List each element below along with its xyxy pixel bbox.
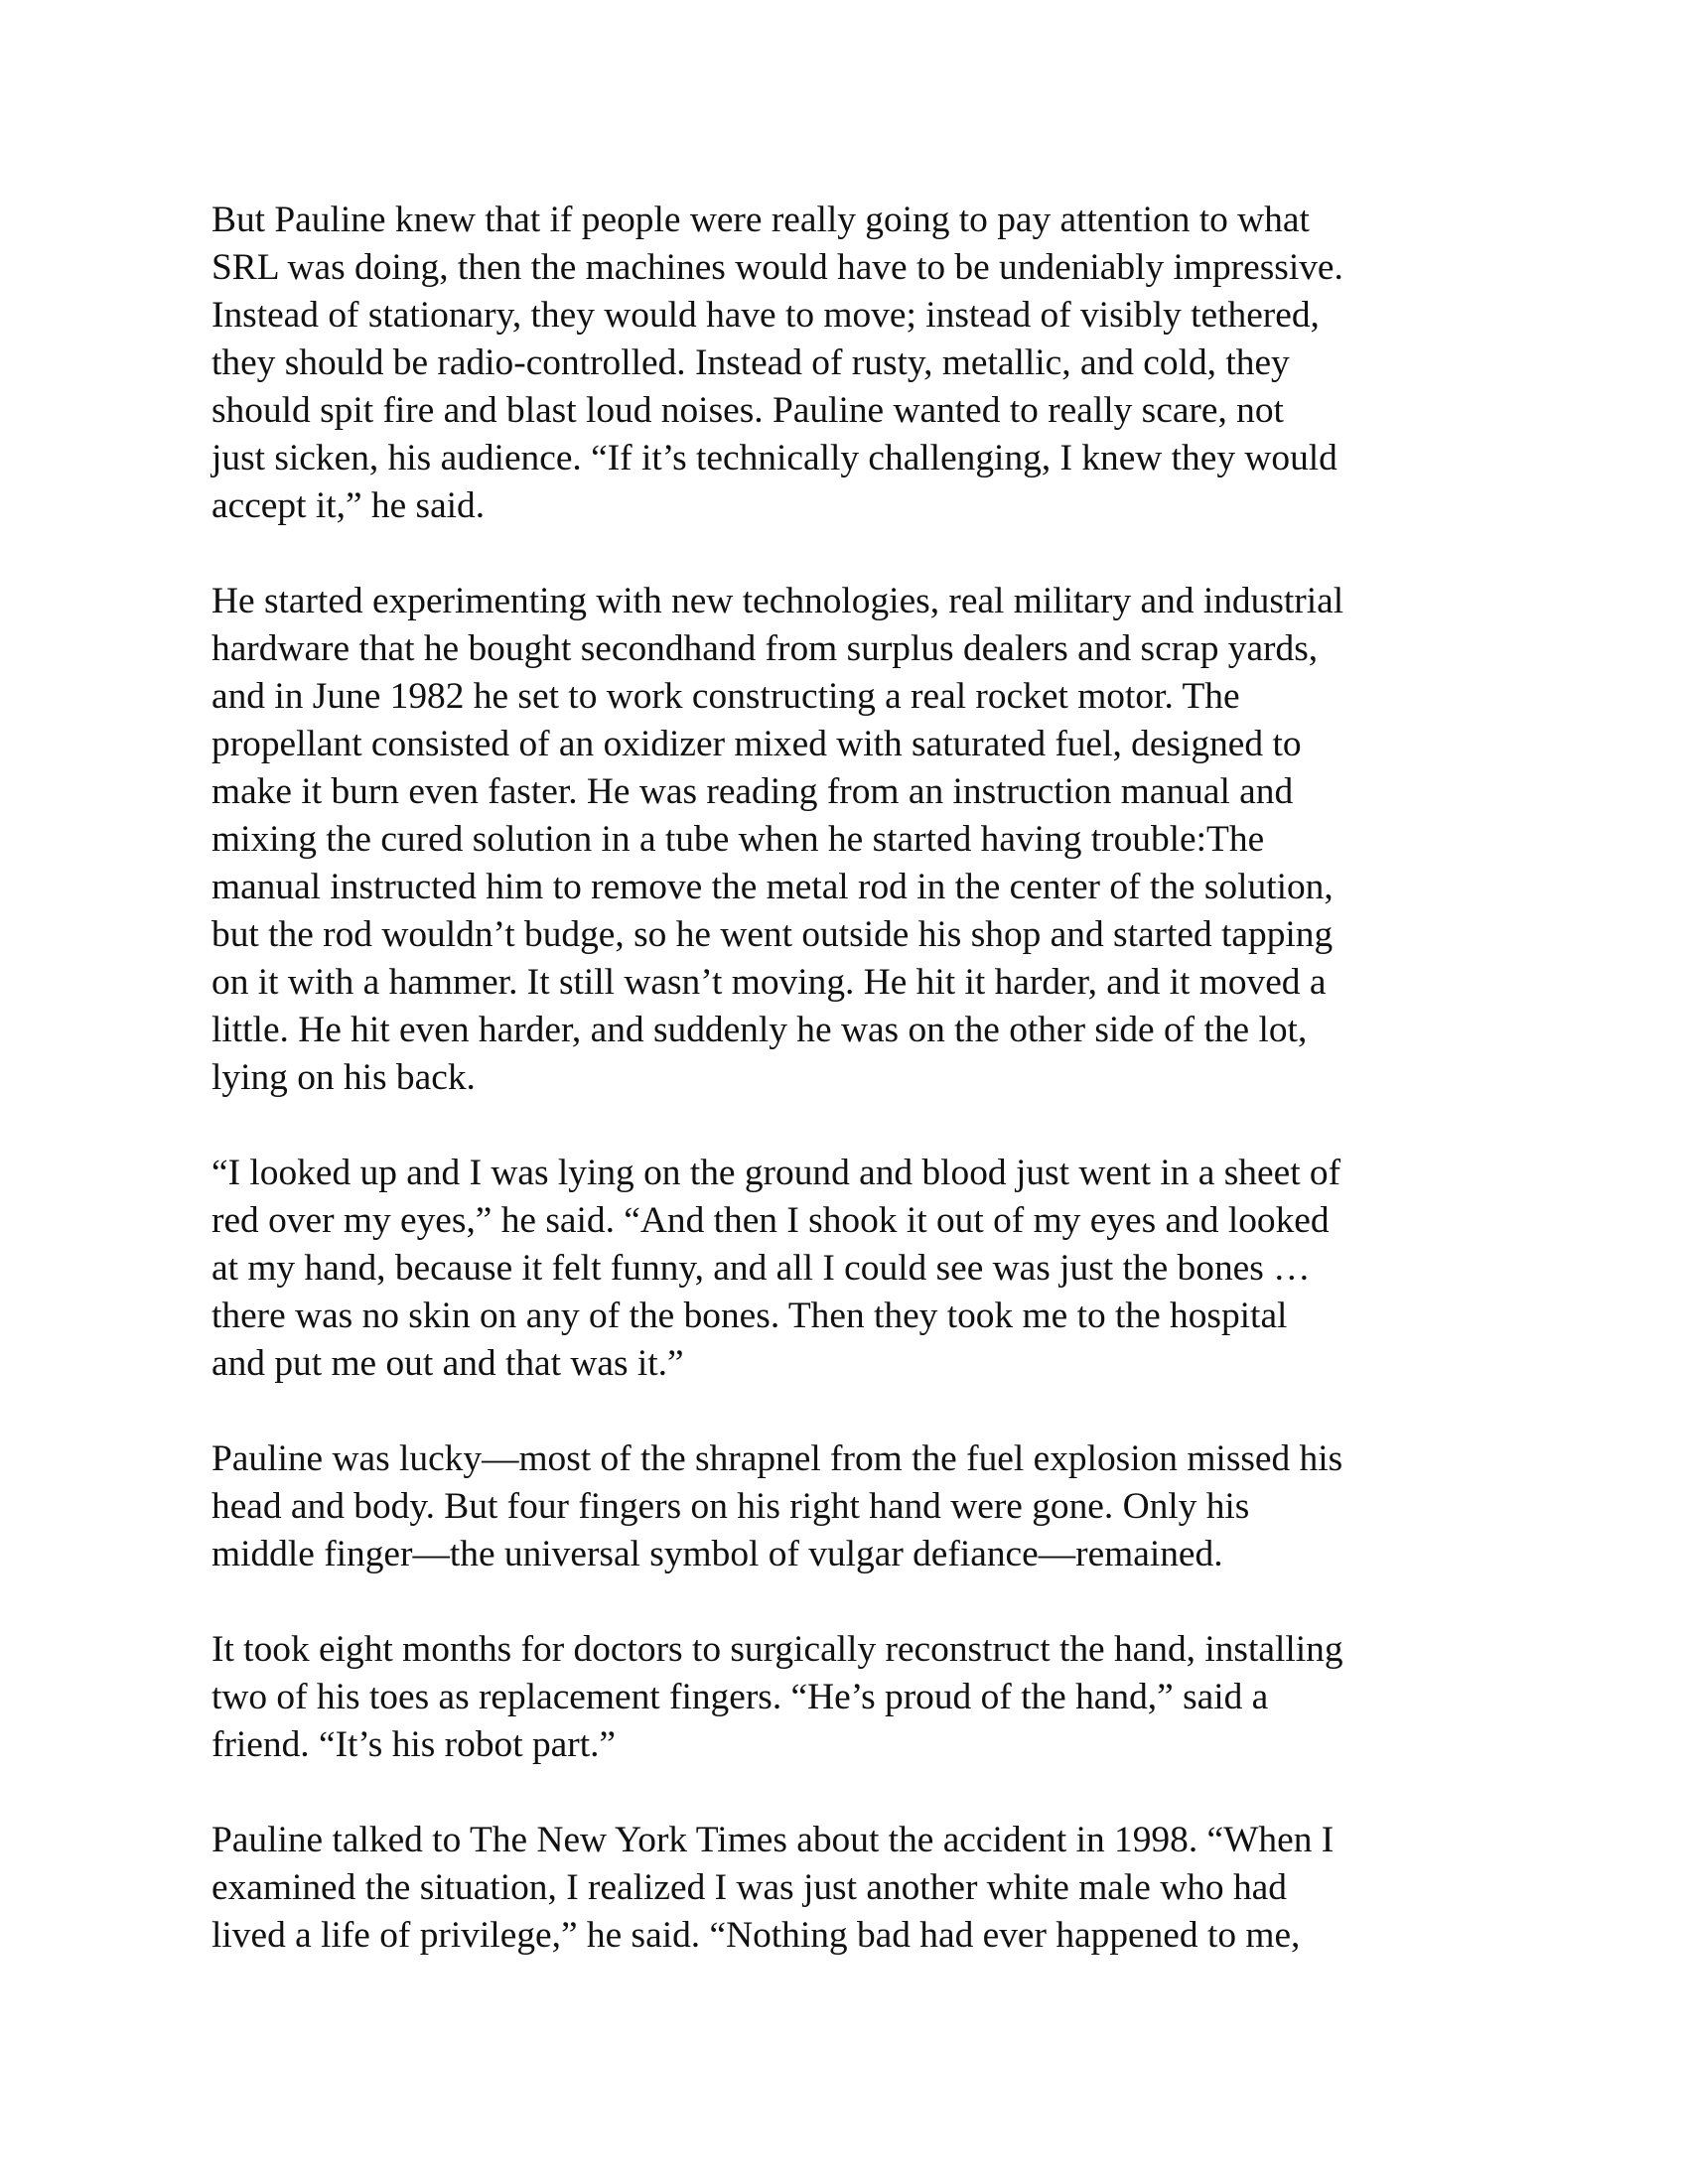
text-line: little. He hit even harder, and suddenly he was on the other side of the lot, <box>211 1010 1308 1050</box>
text-line: manual instructed him to remove the metal rod in the center of the solution, <box>211 867 1334 907</box>
text-line: lying on his back. <box>211 1057 476 1098</box>
text-line: It took eight months for doctors to surgically reconstruct the hand, installing <box>211 1629 1343 1670</box>
text-line: SRL was doing, then the machines would have to be undeniably impressive. <box>211 247 1343 288</box>
paragraph-4 <box>211 1435 1492 1578</box>
paragraph-1 <box>211 197 1492 530</box>
text-line: and put me out and that was it.” <box>211 1343 684 1384</box>
text-line: they should be radio-controlled. Instead of rusty, metallic, and cold, they <box>211 342 1290 383</box>
text-line: but the rod wouldn’t budge, so he went outside his shop and started tapping <box>211 914 1334 955</box>
paragraph-5 <box>211 1626 1492 1769</box>
text-line: Pauline was lucky—most of the shrapnel from the fuel explosion missed his <box>211 1438 1343 1479</box>
text-line: lived a life of privilege,” he said. “Nothing bad had ever happened to me, <box>211 1915 1301 1956</box>
text-line: on it with a hammer. It still wasn’t moving. He hit it harder, and it moved a <box>211 962 1327 1003</box>
text-line: and in June 1982 he set to work constructing a real rocket motor. The <box>211 676 1240 717</box>
text-line: propellant consisted of an oxidizer mixed with saturated fuel, designed to <box>211 724 1302 764</box>
text-line: accept it,” he said. <box>211 485 486 526</box>
text-line: friend. “It’s his robot part.” <box>211 1724 617 1765</box>
text-line: head and body. But four fingers on his right hand were gone. Only his <box>211 1486 1250 1527</box>
text-line: make it burn even faster. He was reading from an instruction manual and <box>211 771 1294 812</box>
text-line: there was no skin on any of the bones. Then they took me to the hospital <box>211 1296 1288 1336</box>
text-line: at my hand, because it felt funny, and all I could see was just the bones … <box>211 1248 1311 1289</box>
text-line: Instead of stationary, they would have to move; instead of visibly tethered, <box>211 295 1320 336</box>
text-line: He started experimenting with new technologies, real military and industrial <box>211 581 1344 621</box>
text-line: mixing the cured solution in a tube when he started having trouble:The <box>211 819 1265 860</box>
text-line: But Pauline knew that if people were really going to pay attention to what <box>211 200 1310 240</box>
paragraph-2 <box>211 578 1492 1102</box>
text-line: just sicken, his audience. “If it’s technically challenging, I knew they would <box>211 438 1337 478</box>
text-line: should spit fire and blast loud noises. Pauline wanted to really scare, not <box>211 390 1284 431</box>
text-line: examined the situation, I realized I was just another white male who had <box>211 1867 1287 1908</box>
text-line: Pauline talked to The New York Times about the accident in 1998. “When I <box>211 1820 1335 1860</box>
body-text <box>211 197 1492 2007</box>
text-line: red over my eyes,” he said. “And then I shook it out of my eyes and looked <box>211 1200 1330 1241</box>
text-line: middle finger—the universal symbol of vulgar defiance—remained. <box>211 1534 1223 1574</box>
text-line: two of his toes as replacement fingers. “He’s proud of the hand,” said a <box>211 1677 1269 1717</box>
paragraph-3 <box>211 1150 1492 1388</box>
text-line: hardware that he bought secondhand from surplus dealers and scrap yards, <box>211 628 1319 669</box>
text-line: “I looked up and I was lying on the ground and blood just went in a sheet of <box>211 1153 1341 1193</box>
paragraph-6 <box>211 1817 1492 1960</box>
